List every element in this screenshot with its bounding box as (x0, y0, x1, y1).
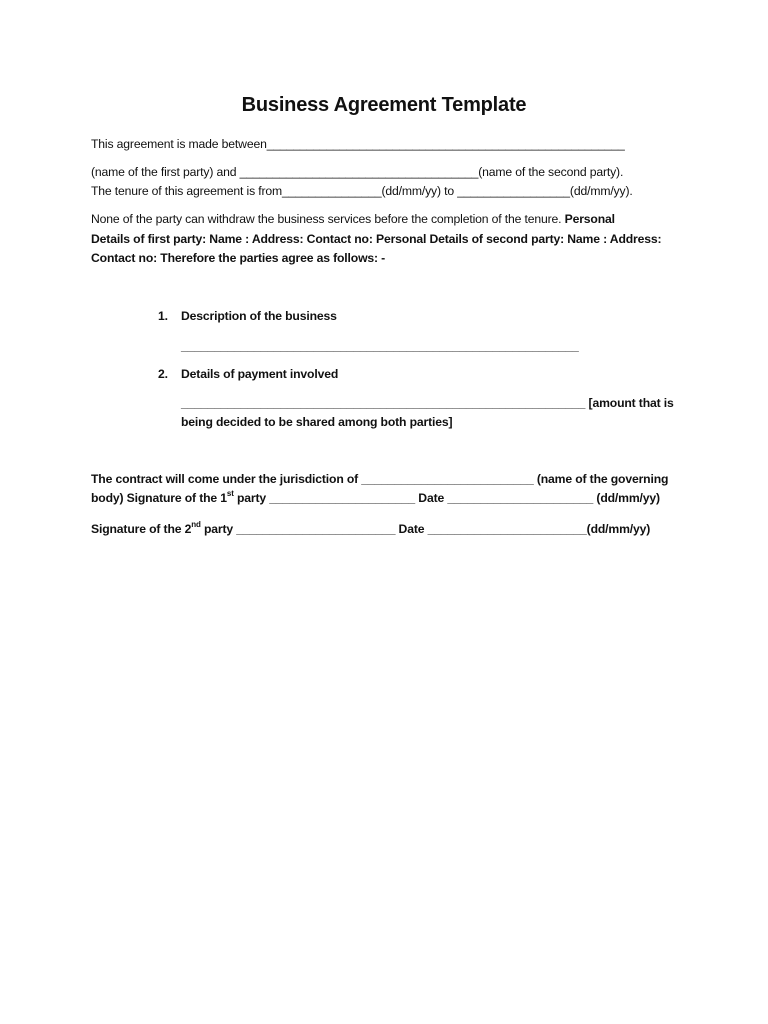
signature-1-ordinal: st (226, 488, 234, 498)
intro-line-2: (name of the first party) and ____________________________________(name of the second party). (91, 165, 624, 179)
item-2-number: 2. (158, 367, 168, 381)
item-2-continuation: being decided to be shared among both parties] (181, 415, 453, 429)
item-1-heading-text: Description of the business (181, 309, 337, 323)
intro-line-1: This agreement is made between______________________________________________________ (91, 137, 625, 151)
jurisdiction-line-1: The contract will come under the jurisdiction of __________________________ (name of the governing (91, 472, 669, 486)
withdrawal-text: None of the party can withdraw the business services before the completion of the tenure. (91, 212, 565, 226)
item-1-heading (158, 308, 337, 324)
item-2-blank: _____________________________________________________________ [amount that is (181, 396, 674, 410)
withdrawal-line-2: Details of first party: Name : Address: Contact no: Personal Details of second party: Name : Address: (91, 232, 662, 246)
item-2-heading (158, 366, 338, 382)
signature-1-label: body) Signature of the 1 (91, 491, 227, 505)
item-1-blank: ____________________________________________________________ (181, 339, 579, 353)
jurisdiction-line-2 (91, 490, 660, 506)
item-1-number: 1. (158, 309, 168, 323)
document-title: Business Agreement Template (241, 94, 527, 116)
withdrawal-line-1 (91, 211, 615, 227)
signature-2-ordinal: nd (191, 519, 201, 529)
signature-2-line (91, 521, 650, 537)
item-2-heading-text: Details of payment involved (181, 367, 339, 381)
signature-2-label: Signature of the 2 (91, 522, 192, 536)
signature-2-blanks: party ________________________ Date ________________________(dd/mm/yy) (200, 522, 651, 536)
intro-line-3: The tenure of this agreement is from_______________(dd/mm/yy) to _________________(dd/mm/yy). (91, 184, 633, 198)
withdrawal-line-3: Contact no: Therefore the parties agree as follows: - (91, 251, 386, 265)
signature-1-blanks: party ______________________ Date ______________________ (dd/mm/yy) (233, 491, 660, 505)
withdrawal-bold-text: Personal (564, 212, 615, 226)
